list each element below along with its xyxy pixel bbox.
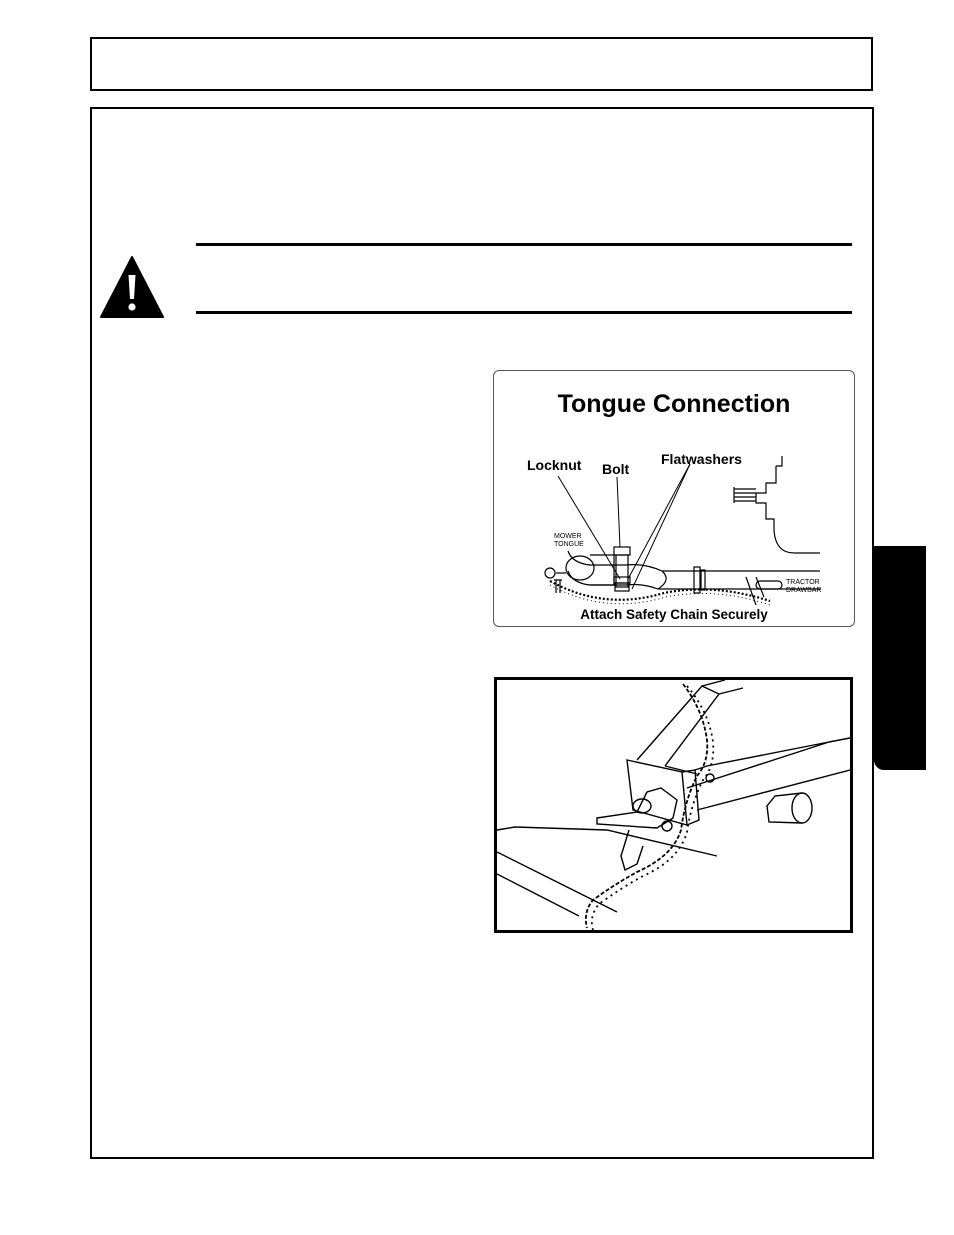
label-locknut: Locknut xyxy=(527,457,582,473)
label-mower-tongue: MOWER TONGUE xyxy=(554,533,584,548)
page-header-box xyxy=(90,37,873,91)
warning-rule-bottom xyxy=(196,311,852,314)
label-tractor-drawbar: TRACTOR DRAWBAR xyxy=(786,579,822,594)
section-tab[interactable] xyxy=(874,546,926,770)
content-frame xyxy=(90,107,874,1159)
label-flatwashers: Flatwashers xyxy=(661,451,742,467)
safety-chain-illustration xyxy=(494,677,853,933)
tongue-connection-figure xyxy=(493,370,855,627)
warning-rule-top xyxy=(196,243,852,246)
label-bolt: Bolt xyxy=(602,461,630,477)
figure-caption: Attach Safety Chain Securely xyxy=(580,607,768,622)
warning-triangle-icon xyxy=(99,255,165,319)
safety-chain-drawing xyxy=(497,680,850,930)
figure-title: Tongue Connection xyxy=(557,390,791,418)
